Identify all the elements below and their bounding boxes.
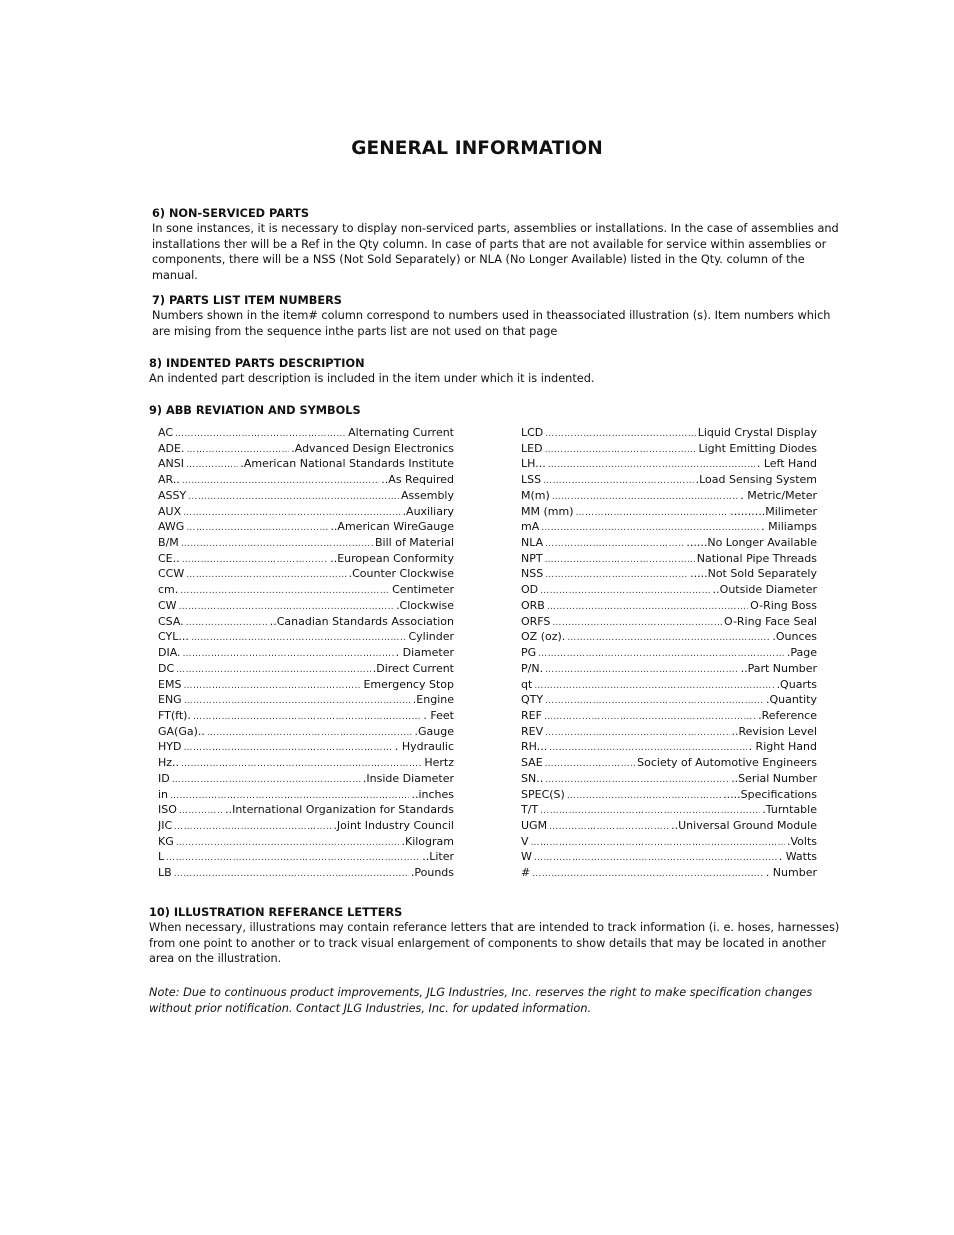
abbreviation-key: T/T (521, 803, 539, 817)
dot-leader (545, 726, 729, 740)
abbreviation-row (158, 551, 454, 567)
dot-leader (545, 757, 635, 771)
dot-leader (186, 443, 289, 457)
abbreviation-key: L (158, 850, 165, 864)
abbreviation-key: LH... (521, 457, 546, 471)
abbreviation-row (521, 818, 817, 834)
abbreviation-key: HYD (158, 740, 182, 754)
abbreviation-meaning: ......No Longer Available (686, 536, 817, 550)
abbreviation-key: ANSI (158, 457, 184, 471)
dot-leader (183, 679, 361, 693)
abbreviation-meaning: ..Serial Number (731, 771, 817, 785)
dot-leader (545, 694, 764, 708)
abbreviation-list-left (158, 425, 454, 881)
dot-leader (179, 600, 395, 614)
section-body: An indented part description is included in the item under which it is indented. (149, 372, 595, 385)
abbreviation-row (158, 834, 454, 850)
abbreviation-row (521, 834, 817, 850)
abbreviation-row (521, 488, 817, 504)
abbreviation-meaning: .Inside Diameter (362, 771, 454, 785)
abbreviation-meaning: O-Ring Face Seal (723, 614, 817, 628)
page-title: GENERAL INFORMATION (351, 138, 603, 159)
abbreviation-meaning: .Gauge (414, 724, 454, 738)
dot-leader (186, 521, 328, 535)
abbreviation-row (521, 724, 817, 740)
abbreviation-key: ORB (521, 598, 545, 612)
dot-leader (552, 616, 722, 630)
abbreviation-meaning: ..Revision Level (731, 724, 817, 738)
abbreviation-row (158, 677, 454, 693)
dot-leader (538, 647, 785, 661)
dot-leader (186, 458, 238, 472)
abbreviation-key: SAE (521, 756, 543, 770)
abbreviation-meaning: .American National Standards Institute (240, 457, 454, 471)
dot-leader (549, 820, 669, 834)
abbreviation-row (521, 504, 817, 520)
abbreviation-meaning: .Page (786, 646, 817, 660)
abbreviation-meaning: . Miliamps (761, 520, 817, 534)
dot-leader (552, 490, 738, 504)
abbreviation-key: PG (521, 646, 537, 660)
abbreviation-meaning: .Kilogram (401, 834, 454, 848)
abbreviation-row (158, 755, 454, 771)
abbreviation-row (521, 614, 817, 630)
abbreviation-row (521, 598, 817, 614)
abbreviation-meaning: National Pipe Threads (696, 551, 817, 565)
note-text: Note: Due to continuous product improvements, JLG Industries, Inc. reserves the right to make specification changes without prior notification. Contact JLG Industries, Inc. for updated information. (149, 986, 813, 1015)
abbreviation-meaning: O-Ring Boss (750, 598, 817, 612)
abbreviation-key: in (158, 787, 169, 801)
abbreviation-meaning: . Watts (778, 850, 817, 864)
abbreviation-row (521, 535, 817, 551)
dot-leader (545, 427, 695, 441)
abbreviation-key: REF (521, 708, 542, 722)
section-heading: 6) NON-SERVICED PARTS (152, 207, 309, 220)
dot-leader (541, 521, 759, 535)
abbreviation-row (158, 425, 454, 441)
abbreviation-meaning: .Quantity (765, 693, 817, 707)
abbreviation-key: qt (521, 677, 533, 691)
abbreviation-meaning: Assembly (400, 488, 454, 502)
abbreviation-key: GA(Ga).. (158, 724, 205, 738)
abbreviation-row (521, 456, 817, 472)
abbreviation-row (521, 566, 817, 582)
abbreviation-meaning: ..Canadian Standards Association (269, 614, 454, 628)
abbreviation-meaning: ..........Milimeter (730, 504, 817, 518)
abbreviation-key: EMS (158, 677, 182, 691)
abbreviation-meaning: Emergency Stop (363, 677, 454, 691)
abbreviation-row (521, 441, 817, 457)
abbreviation-row (521, 755, 817, 771)
dot-leader (207, 726, 413, 740)
abbreviation-key: SPEC(S) (521, 787, 565, 801)
abbreviation-row (521, 865, 817, 881)
abbreviation-key: ID (158, 771, 170, 785)
abbreviation-row (158, 724, 454, 740)
abbreviation-row (521, 425, 817, 441)
dot-leader (172, 773, 361, 787)
abbreviation-key: ENG (158, 693, 182, 707)
abbreviation-row (158, 504, 454, 520)
dot-leader (180, 584, 390, 598)
abbreviation-meaning: .Joint Industry Council (333, 818, 454, 832)
dot-leader (545, 553, 695, 567)
abbreviation-meaning: Hertz (424, 756, 454, 770)
dot-leader (175, 427, 346, 441)
abbreviation-key: V (521, 834, 529, 848)
abbreviation-key: mA (521, 520, 540, 534)
abbreviation-row (521, 739, 817, 755)
abbreviation-meaning: . Hydraulic (394, 740, 454, 754)
abbreviation-row (521, 629, 817, 645)
section-body: When necessary, illustrations may contain referance letters that are intended to track information (i. e. hoses, harnesses) from one point to another or to track visual enlargement of components to show details that may be located in another area on the illustration. (149, 921, 840, 966)
dot-leader (191, 631, 407, 645)
abbreviation-meaning: .Ounces (772, 630, 817, 644)
abbreviation-meaning: Society of Automotive Engineers (637, 756, 817, 770)
abbreviation-row (521, 519, 817, 535)
dot-leader (176, 663, 371, 677)
dot-leader (543, 474, 694, 488)
abbreviation-key: LB (158, 866, 172, 880)
abbreviation-key: LSS (521, 473, 542, 487)
abbreviation-meaning: Cylinder (408, 630, 454, 644)
abbreviation-meaning: ..Universal Ground Module (671, 818, 817, 832)
dot-leader (183, 506, 400, 520)
dot-leader (166, 851, 420, 865)
abbreviation-row (521, 771, 817, 787)
dot-leader (532, 867, 764, 881)
dot-leader (540, 584, 711, 598)
abbreviation-key: ADE. (158, 441, 185, 455)
dot-leader (567, 631, 770, 645)
abbreviation-key: CE.. (158, 551, 180, 565)
abbreviation-meaning: .....Specifications (723, 787, 817, 801)
abbreviation-meaning: .Quarts (776, 677, 817, 691)
abbreviation-key: NSS (521, 567, 544, 581)
dot-leader (545, 773, 729, 787)
abbreviation-key: REV (521, 724, 544, 738)
abbreviation-key: KG (158, 834, 174, 848)
dot-leader (174, 820, 331, 834)
abbreviation-key: RH... (521, 740, 548, 754)
abbreviation-row (158, 614, 454, 630)
abbreviation-row (158, 787, 454, 803)
abbreviation-meaning: .....Not Sold Separately (690, 567, 817, 581)
section-heading: 7) PARTS LIST ITEM NUMBERS (152, 294, 342, 307)
abbreviation-meaning: .Auxiliary (402, 504, 454, 518)
abbreviation-key: Hz.. (158, 756, 180, 770)
abbreviation-row (158, 849, 454, 865)
abbreviation-key: M(m) (521, 488, 550, 502)
dot-leader (547, 600, 748, 614)
abbreviation-key: CCW (158, 567, 185, 581)
abbreviation-meaning: .Engine (412, 693, 454, 707)
abbreviation-meaning: ..Outside Diameter (712, 583, 817, 597)
abbreviation-meaning: .Clockwise (396, 598, 454, 612)
abbreviation-meaning: .Volts (787, 834, 817, 848)
abbreviation-key: FT(ft). (158, 708, 191, 722)
abbreviation-key: ASSY (158, 488, 187, 502)
abbreviation-key: CW (158, 598, 177, 612)
abbreviation-row (521, 551, 817, 567)
abbreviation-row (521, 787, 817, 803)
abbreviation-meaning: .Load Sensing System (695, 473, 817, 487)
abbreviation-key: MM (mm) (521, 504, 574, 518)
abbreviation-key: AUX (158, 504, 182, 518)
abbreviation-meaning: Light Emitting Diodes (698, 441, 817, 455)
dot-leader (534, 679, 774, 693)
abbreviation-key: B/M (158, 536, 179, 550)
abbreviation-meaning: ..Part Number (740, 661, 817, 675)
abbreviation-meaning: .Direct Current (372, 661, 454, 675)
abbreviation-row (158, 865, 454, 881)
abbreviation-meaning: .Reference (758, 708, 817, 722)
abbreviation-key: LED (521, 441, 543, 455)
section-heading: 10) ILLUSTRATION REFERANCE LETTERS (149, 906, 403, 919)
abbreviation-row (521, 849, 817, 865)
dot-leader (174, 867, 409, 881)
abbreviation-key: ORFS (521, 614, 551, 628)
abbreviation-row (158, 645, 454, 661)
abbreviation-meaning: . Right Hand (748, 740, 817, 754)
abbreviation-row (521, 582, 817, 598)
abbreviation-row (521, 692, 817, 708)
abbreviation-meaning: ..Liter (422, 850, 454, 864)
abbreviation-key: CSA. (158, 614, 184, 628)
dot-leader (184, 694, 411, 708)
abbreviation-key: OZ (oz). (521, 630, 566, 644)
section-heading: 8) INDENTED PARTS DESCRIPTION (149, 357, 365, 370)
abbreviation-key: DC (158, 661, 175, 675)
abbreviation-meaning: .Advanced Design Electronics (291, 441, 454, 455)
abbreviation-key: DIA. (158, 646, 181, 660)
dot-leader (531, 836, 785, 850)
abbreviation-key: AC (158, 426, 174, 439)
section-illustration-reference-letters (149, 905, 849, 967)
dot-leader (548, 458, 755, 472)
abbreviation-row (158, 535, 454, 551)
dot-leader (193, 710, 421, 724)
abbreviation-meaning: ..As Required (381, 473, 454, 487)
abbreviation-row (521, 677, 817, 693)
abbreviation-key: NPT (521, 551, 543, 565)
abbreviation-meaning: Liquid Crystal Display (697, 426, 817, 439)
abbreviation-meaning: .Turntable (762, 803, 817, 817)
abbreviation-meaning: Bill of Material (375, 536, 454, 550)
dot-leader (182, 553, 329, 567)
abbreviation-key: AR.. (158, 473, 180, 487)
dot-leader (186, 568, 346, 582)
dot-leader (545, 537, 684, 551)
section-body: Numbers shown in the item# column correspond to numbers used in theassociated illustration (s). Item numbers which are mising from the sequence inthe parts list are not used on that page (152, 309, 831, 338)
abbreviation-row (521, 708, 817, 724)
abbreviation-row (158, 472, 454, 488)
abbreviation-key: UGM (521, 818, 548, 832)
abbreviation-row (158, 582, 454, 598)
abbreviation-row (158, 661, 454, 677)
dot-leader (181, 537, 373, 551)
abbreviation-row (158, 629, 454, 645)
dot-leader (567, 789, 721, 803)
dot-leader (534, 851, 777, 865)
dot-leader (544, 710, 756, 724)
abbreviation-key: ISO (158, 803, 177, 817)
abbreviation-key: QTY (521, 693, 544, 707)
dot-leader (183, 741, 392, 755)
abbreviation-row (158, 708, 454, 724)
dot-leader (181, 757, 422, 771)
abbreviation-key: P/N. (521, 661, 544, 675)
abbreviation-row (158, 771, 454, 787)
abbreviation-key: # (521, 866, 531, 880)
dot-leader (545, 443, 697, 457)
abbreviation-row (158, 519, 454, 535)
section-non-serviced-parts (152, 206, 852, 283)
abbreviation-key: SN.. (521, 771, 544, 785)
section-indented-parts-description (149, 356, 849, 387)
abbreviation-row (521, 645, 817, 661)
abbreviation-key: AWG (158, 520, 185, 534)
dot-leader (576, 506, 729, 520)
abbreviation-key: JIC (158, 818, 173, 832)
abbreviation-meaning: .Counter Clockwise (348, 567, 454, 581)
abbreviation-key: cm. (158, 583, 179, 597)
dot-leader (186, 616, 268, 630)
abbreviation-row (158, 456, 454, 472)
abbreviation-row (158, 566, 454, 582)
section-parts-list-item-numbers (152, 293, 852, 339)
abbreviation-meaning: . Number (765, 866, 817, 880)
abbreviation-meaning: .Pounds (410, 866, 454, 880)
section-heading: 9) ABB REVIATION AND SYMBOLS (149, 404, 361, 417)
abbreviation-row (521, 661, 817, 677)
dot-leader (183, 647, 394, 661)
abbreviation-meaning: ..International Organization for Standards (225, 803, 454, 817)
abbreviation-meaning: Centimeter (392, 583, 454, 597)
dot-leader (179, 804, 223, 818)
abbreviation-key: W (521, 850, 532, 864)
dot-leader (176, 836, 400, 850)
abbreviation-key: OD (521, 583, 539, 597)
abbreviation-key: LCD (521, 426, 544, 439)
dot-leader (188, 490, 399, 504)
abbreviation-meaning: . Feet (423, 708, 454, 722)
abbreviation-row (521, 472, 817, 488)
dot-leader (545, 663, 739, 677)
abbreviation-list-right (521, 425, 817, 881)
dot-leader (182, 474, 380, 488)
section-abbreviations (149, 403, 849, 418)
abbreviation-meaning: Alternating Current (348, 426, 454, 439)
abbreviation-meaning: ..inches (411, 787, 454, 801)
abbreviation-key: NLA (521, 536, 544, 550)
dot-leader (545, 568, 688, 582)
dot-leader (170, 789, 409, 803)
section-body: In sone instances, it is necessary to display non-serviced parts, assemblies or installations. In the case of assemblies and installations ther will be a Ref in the Qty column. In case of parts that are not available for service within assemblies or components, there will be a NSS (Not Sold Separately) or NLA (No Longer Available) listed in the Qty. column of the manual. (152, 222, 839, 282)
abbreviation-row (158, 818, 454, 834)
abbreviation-row (158, 598, 454, 614)
abbreviation-row (158, 802, 454, 818)
dot-leader (540, 804, 760, 818)
dot-leader (549, 741, 746, 755)
abbreviation-meaning: ..American WireGauge (330, 520, 454, 534)
abbreviation-meaning: . Metric/Meter (740, 488, 817, 502)
abbreviation-row (158, 488, 454, 504)
abbreviation-row (158, 739, 454, 755)
abbreviation-row (521, 802, 817, 818)
abbreviation-meaning: ..European Conformity (330, 551, 454, 565)
abbreviation-row (158, 692, 454, 708)
abbreviation-key: CYL... (158, 630, 189, 644)
abbreviation-meaning: . Diameter (395, 646, 454, 660)
abbreviation-meaning: . Left Hand (756, 457, 817, 471)
abbreviation-row (158, 441, 454, 457)
